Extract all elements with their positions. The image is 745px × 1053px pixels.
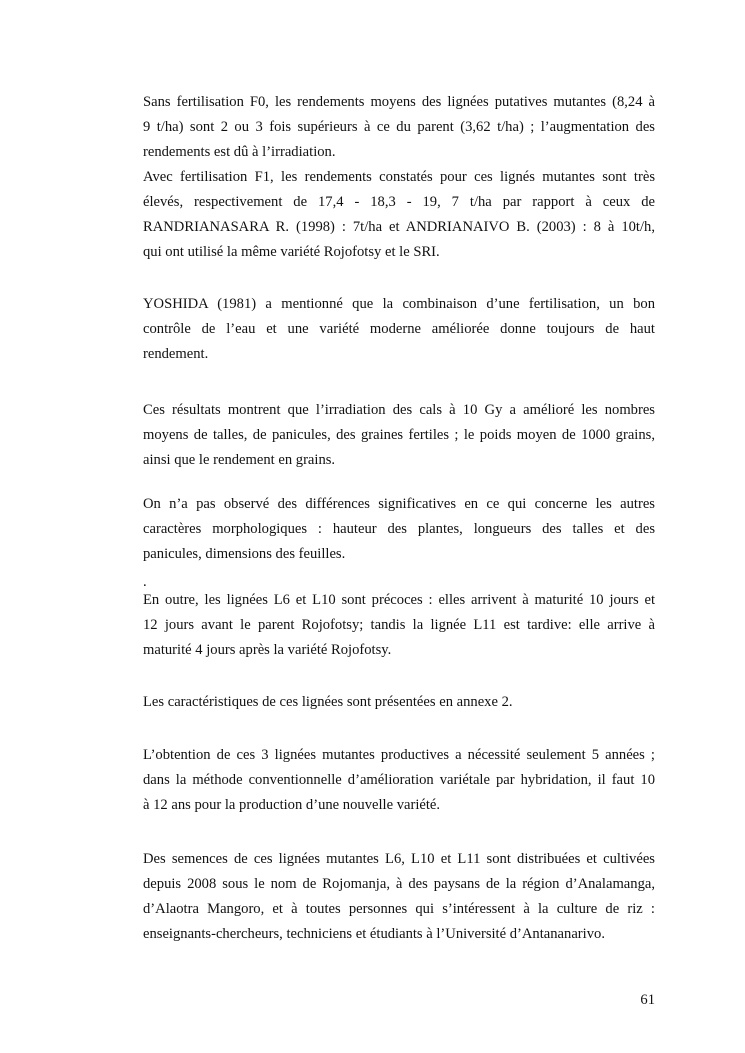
paragraph: [143, 398, 655, 473]
text-line: depuis 2008 sous le nom de Rojomanja, à des paysans de la région d’Analamanga,: [143, 876, 655, 892]
text-line: L’obtention de ces 3 lignées mutantes productives a nécessité seulement 5 années ;: [143, 747, 655, 763]
paragraph: [143, 292, 655, 367]
text-line: ainsi que le rendement en grains.: [143, 452, 336, 468]
text-line: Des semences de ces lignées mutantes L6, L10 et L11 sont distribuées et cultivées: [143, 851, 655, 867]
text-line: maturité 4 jours après la variété Rojofotsy.: [143, 642, 392, 658]
text-line: dans la méthode conventionnelle d’amélioration variétale par hybridation, il faut 10: [143, 772, 655, 788]
text-line: panicules, dimensions des feuilles.: [143, 546, 346, 562]
text-line: 12 jours avant le parent Rojofotsy; tandis la lignée L11 est tardive: elle arrive à: [143, 617, 655, 633]
text-line: moyens de talles, de panicules, des graines fertiles ; le poids moyen de 1000 grains,: [143, 427, 655, 443]
text-line: contrôle de l’eau et une variété moderne améliorée donne toujours de haut: [143, 321, 655, 337]
paragraph: [143, 492, 655, 567]
text-line: Sans fertilisation F0, les rendements moyens des lignées putatives mutantes (8,24 à: [143, 94, 655, 110]
paragraph: [143, 90, 655, 165]
text-line: caractères morphologiques : hauteur des plantes, longueurs des talles et des: [143, 521, 655, 537]
text-line: à 12 ans pour la production d’une nouvelle variété.: [143, 797, 441, 813]
paragraph: [143, 690, 655, 715]
text-line: 9 t/ha) sont 2 ou 3 fois supérieurs à ce du parent (3,62 t/ha) ; l’augmentation des: [143, 119, 655, 135]
text-line: qui ont utilisé la même variété Rojofotsy et le SRI.: [143, 244, 440, 260]
text-line: YOSHIDA (1981) a mentionné que la combinaison d’une fertilisation, un bon: [143, 296, 655, 312]
text-line: En outre, les lignées L6 et L10 sont précoces : elles arrivent à maturité 10 jours et: [143, 592, 655, 608]
paragraph: [143, 588, 655, 663]
text-line: .: [143, 574, 147, 590]
paragraph: [143, 847, 655, 947]
text-line: d’Alaotra Mangoro, et à toutes personnes qui s’intéressent à la culture de riz :: [143, 901, 655, 917]
text-line: Les caractéristiques de ces lignées sont présentées en annexe 2.: [143, 694, 513, 710]
text-line: RANDRIANASARA R. (1998) : 7t/ha et ANDRIANAIVO B. (2003) : 8 à 10t/h,: [143, 219, 655, 235]
text-line: élevés, respectivement de 17,4 - 18,3 - 19, 7 t/ha par rapport à ceux de: [143, 194, 655, 210]
text-line: Avec fertilisation F1, les rendements constatés pour ces lignés mutantes sont très: [143, 169, 655, 185]
text-line: rendement.: [143, 346, 209, 362]
paragraph: [143, 743, 655, 818]
page-number: 61: [640, 992, 655, 1008]
text-line: On n’a pas observé des différences significatives en ce qui concerne les autres: [143, 496, 655, 512]
paragraph: [143, 165, 655, 265]
text-line: enseignants-chercheurs, techniciens et étudiants à l’Université d’Antananarivo.: [143, 926, 605, 942]
text-line: Ces résultats montrent que l’irradiation des cals à 10 Gy a amélioré les nombres: [143, 402, 655, 418]
text-line: rendements est dû à l’irradiation.: [143, 144, 336, 160]
